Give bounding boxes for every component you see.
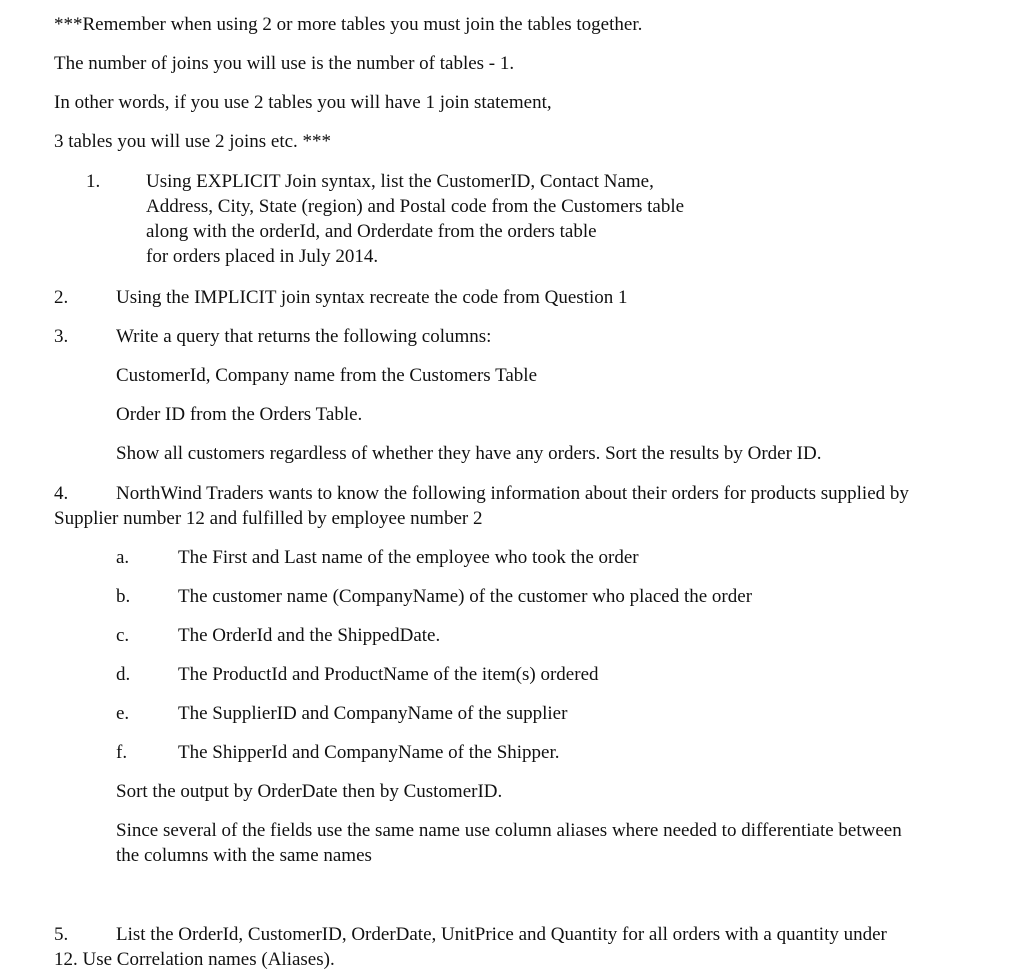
item-d-text: The ProductId and ProductName of the item(s) ordered — [178, 664, 599, 685]
item-d-letter: d. — [116, 664, 131, 685]
item-a-text: The First and Last name of the employee who took the order — [178, 547, 639, 568]
question-3-text: Write a query that returns the following columns: — [116, 326, 492, 347]
question-2-number: 2. — [54, 287, 69, 308]
intro-line-3: In other words, if you use 2 tables you will have 1 join statement, — [54, 92, 552, 113]
question-1-line: Using EXPLICIT Join syntax, list the CustomerID, Contact Name, — [146, 171, 654, 192]
question-1-number: 1. — [86, 171, 101, 192]
question-5-number: 5. — [54, 924, 69, 945]
intro-line-4: 3 tables you will use 2 joins etc. *** — [54, 131, 332, 152]
item-b-text: The customer name (CompanyName) of the customer who placed the order — [178, 586, 753, 607]
item-e-text: The SupplierID and CompanyName of the supplier — [178, 703, 568, 724]
item-b-letter: b. — [116, 586, 131, 607]
question-5-text: List the OrderId, CustomerID, OrderDate, UnitPrice and Quantity for all orders with a quantity under — [116, 924, 887, 945]
intro-line-1: ***Remember when using 2 or more tables you must join the tables together. — [54, 14, 643, 35]
question-4-sort-note: Sort the output by OrderDate then by CustomerID. — [116, 781, 503, 802]
question-4-text: NorthWind Traders wants to know the following information about their orders for products supplied by — [116, 483, 909, 504]
item-c-text: The OrderId and the ShippedDate. — [178, 625, 441, 646]
item-e-letter: e. — [116, 703, 130, 724]
question-3-line-4: Show all customers regardless of whether they have any orders. Sort the results by Order ID. — [116, 443, 822, 464]
intro-line-2: The number of joins you will use is the number of tables - 1. — [54, 53, 515, 74]
question-3-line-3: Order ID from the Orders Table. — [116, 404, 363, 425]
item-a-letter: a. — [116, 547, 130, 568]
question-4-text-continued: Supplier number 12 and fulfilled by employee number 2 — [54, 508, 483, 529]
question-2-text: Using the IMPLICIT join syntax recreate the code from Question 1 — [116, 287, 628, 308]
question-3-line-2: CustomerId, Company name from the Customers Table — [116, 365, 537, 386]
question-5-text-continued: 12. Use Correlation names (Aliases). — [54, 949, 335, 970]
item-f-text: The ShipperId and CompanyName of the Shipper. — [178, 742, 560, 763]
question-4-number: 4. — [54, 483, 69, 504]
question-1-line: along with the orderId, and Orderdate from the orders table — [146, 221, 597, 242]
question-1-line: Address, City, State (region) and Postal code from the Customers table — [146, 196, 685, 217]
question-1-text — [146, 169, 684, 269]
question-4-alias-note-line-2: the columns with the same names — [116, 845, 372, 866]
question-1-line: for orders placed in July 2014. — [146, 246, 379, 267]
item-f-letter: f. — [116, 742, 128, 763]
item-c-letter: c. — [116, 625, 130, 646]
question-4-alias-note-line-1: Since several of the fields use the same name use column aliases where needed to differentiate between — [116, 820, 902, 841]
question-3-number: 3. — [54, 326, 69, 347]
